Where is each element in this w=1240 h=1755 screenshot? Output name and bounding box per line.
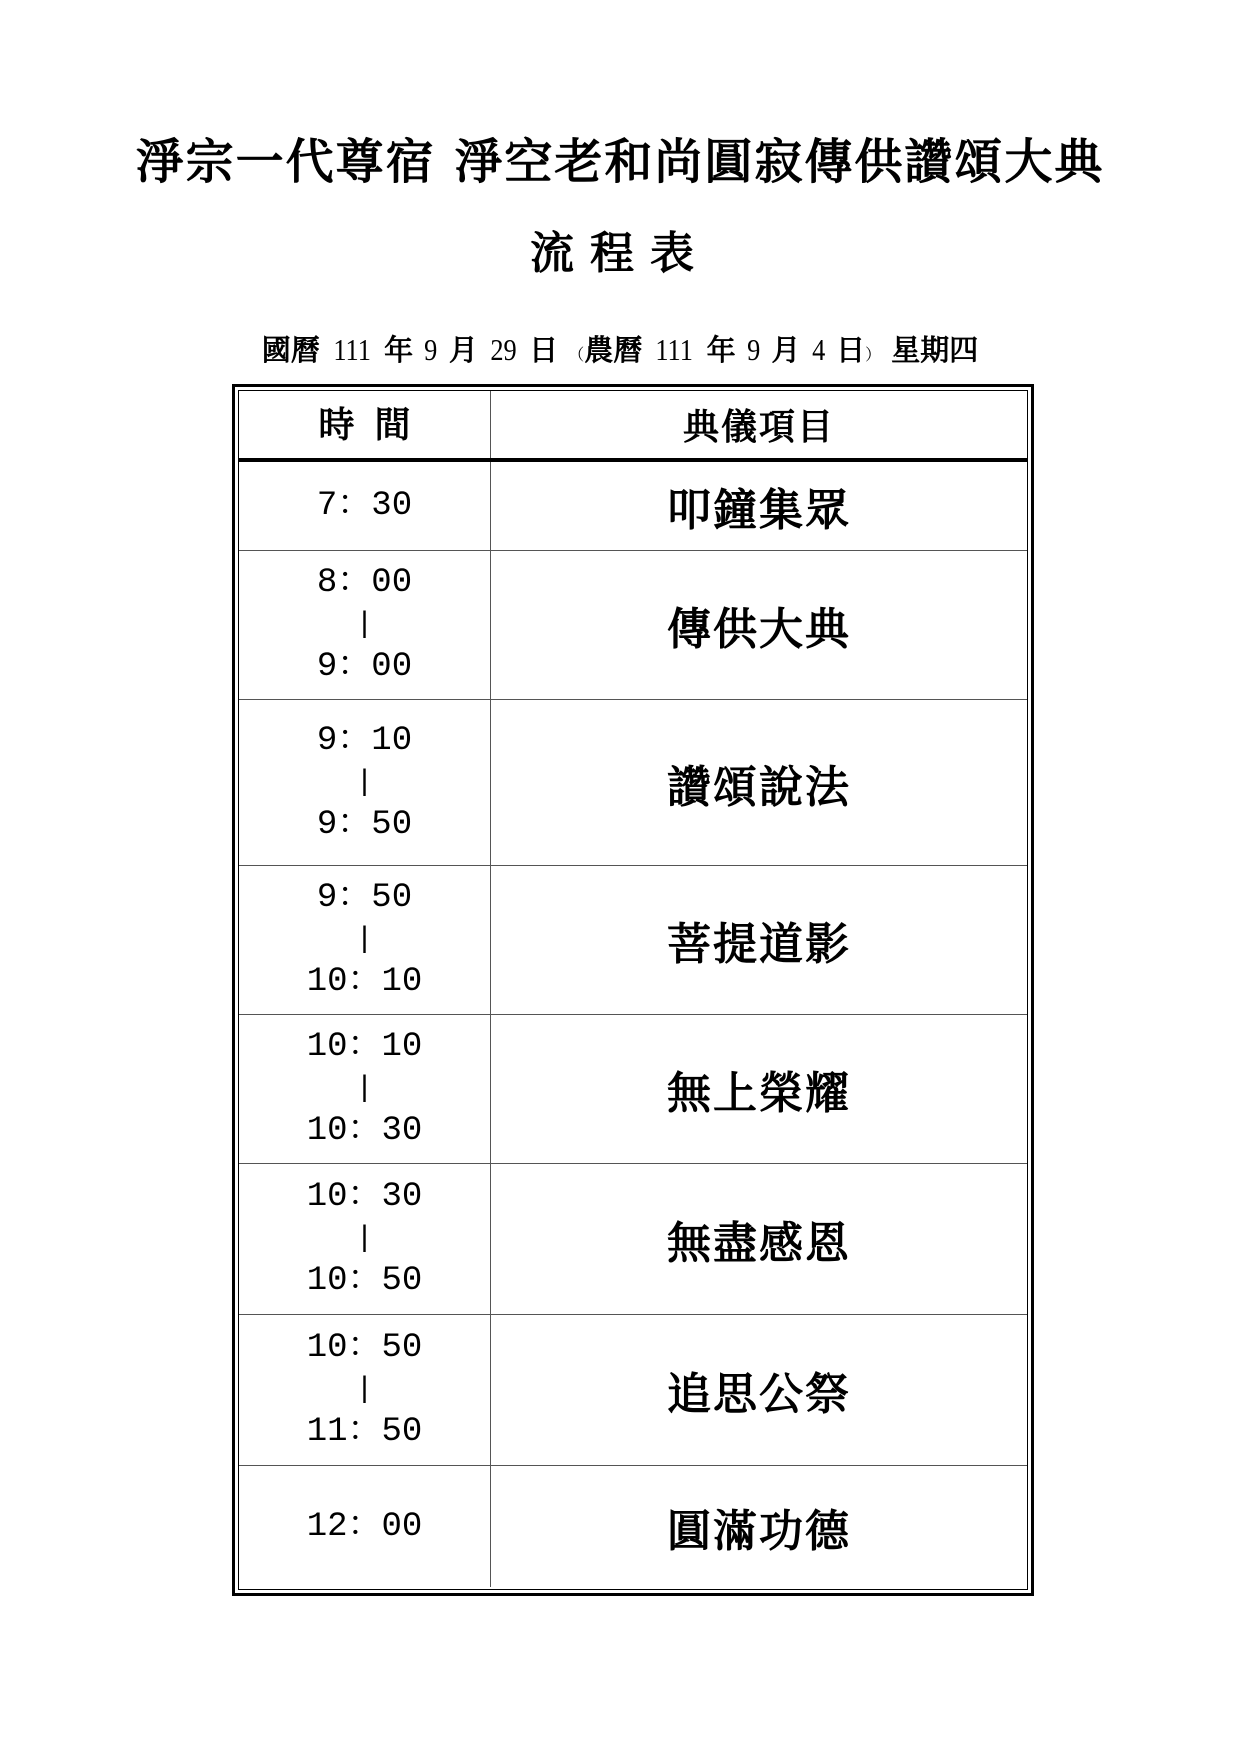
time-cell [239, 700, 491, 865]
lunar-month: 9 [746, 332, 761, 367]
lunar-day: 4 [811, 332, 825, 367]
time-end: 10：50 [306, 1262, 423, 1300]
time-end: 10：10 [306, 963, 423, 1001]
time-end: 9：50 [316, 805, 413, 844]
date-day: 29 [490, 332, 517, 367]
date-month-unit: 月 [448, 333, 478, 367]
date-prefix: 國曆 [261, 333, 320, 367]
table-row [239, 866, 1027, 1015]
time-separator: | [355, 923, 374, 957]
item-cell: 無上榮耀 [667, 1068, 851, 1119]
time-separator: | [355, 1072, 374, 1106]
date-day-unit: 日 [529, 333, 559, 367]
table-row [239, 551, 1027, 700]
item-cell: 圓滿功德 [667, 1505, 851, 1557]
item-cell: 傳供大典 [667, 604, 851, 655]
lunar-day-unit: 日 [836, 333, 866, 367]
time-cell [239, 551, 491, 699]
time-start: 10：30 [306, 1178, 423, 1216]
date-line [0, 330, 1240, 375]
time-end: 10：30 [306, 1112, 423, 1150]
item-cell: 無盡感恩 [667, 1218, 851, 1269]
time-start: 9：50 [316, 879, 413, 917]
document-title: 淨宗一代尊宿 淨空老和尚圓寂傳供讚頌大典 [135, 134, 1105, 190]
time-start: 7：30 [316, 487, 413, 525]
item-cell: 叩鐘集眾 [667, 485, 851, 536]
table-header-row [239, 391, 1027, 462]
schedule-table-inner [238, 390, 1028, 1590]
time-end: 11：50 [306, 1413, 423, 1451]
time-start: 10：50 [306, 1329, 423, 1367]
lunar-year-unit: 年 [706, 333, 736, 367]
date-year: 111 [333, 332, 371, 367]
table-row [239, 1164, 1027, 1315]
time-cell [239, 1466, 491, 1587]
time-cell [239, 1015, 491, 1163]
table-row [239, 462, 1027, 551]
time-cell [239, 462, 491, 550]
time-start: 12：00 [306, 1507, 423, 1546]
table-row [239, 1466, 1027, 1587]
table-row [239, 700, 1027, 866]
document-subtitle: 流程表 [530, 228, 710, 279]
weekday: 星期四 [891, 333, 979, 367]
schedule-table [232, 384, 1034, 1596]
time-start: 10：10 [306, 1028, 423, 1066]
time-separator: | [355, 1373, 374, 1407]
header-item: 典儀項目 [682, 406, 835, 448]
lunar-prefix: 農曆 [584, 333, 643, 367]
date-year-unit: 年 [384, 333, 414, 367]
item-cell: 追思公祭 [667, 1369, 851, 1420]
header-time: 時間 [239, 391, 491, 458]
paren-close: ） [865, 345, 882, 364]
time-start: 9：10 [316, 721, 413, 760]
lunar-month-unit: 月 [771, 333, 801, 367]
time-end: 9：00 [316, 648, 413, 686]
time-cell [239, 1315, 491, 1465]
time-separator: | [355, 608, 374, 642]
table-row [239, 1015, 1027, 1164]
time-cell [239, 866, 491, 1014]
time-separator: | [355, 1222, 374, 1256]
date-month: 9 [424, 332, 438, 367]
time-separator: | [355, 765, 374, 800]
item-cell: 讚頌說法 [667, 761, 851, 813]
time-start: 8：00 [316, 564, 413, 602]
paren-open: （ [568, 345, 585, 364]
table-row [239, 1315, 1027, 1466]
item-cell: 菩提道影 [667, 919, 851, 970]
time-cell [239, 1164, 491, 1314]
lunar-year: 111 [655, 332, 694, 367]
